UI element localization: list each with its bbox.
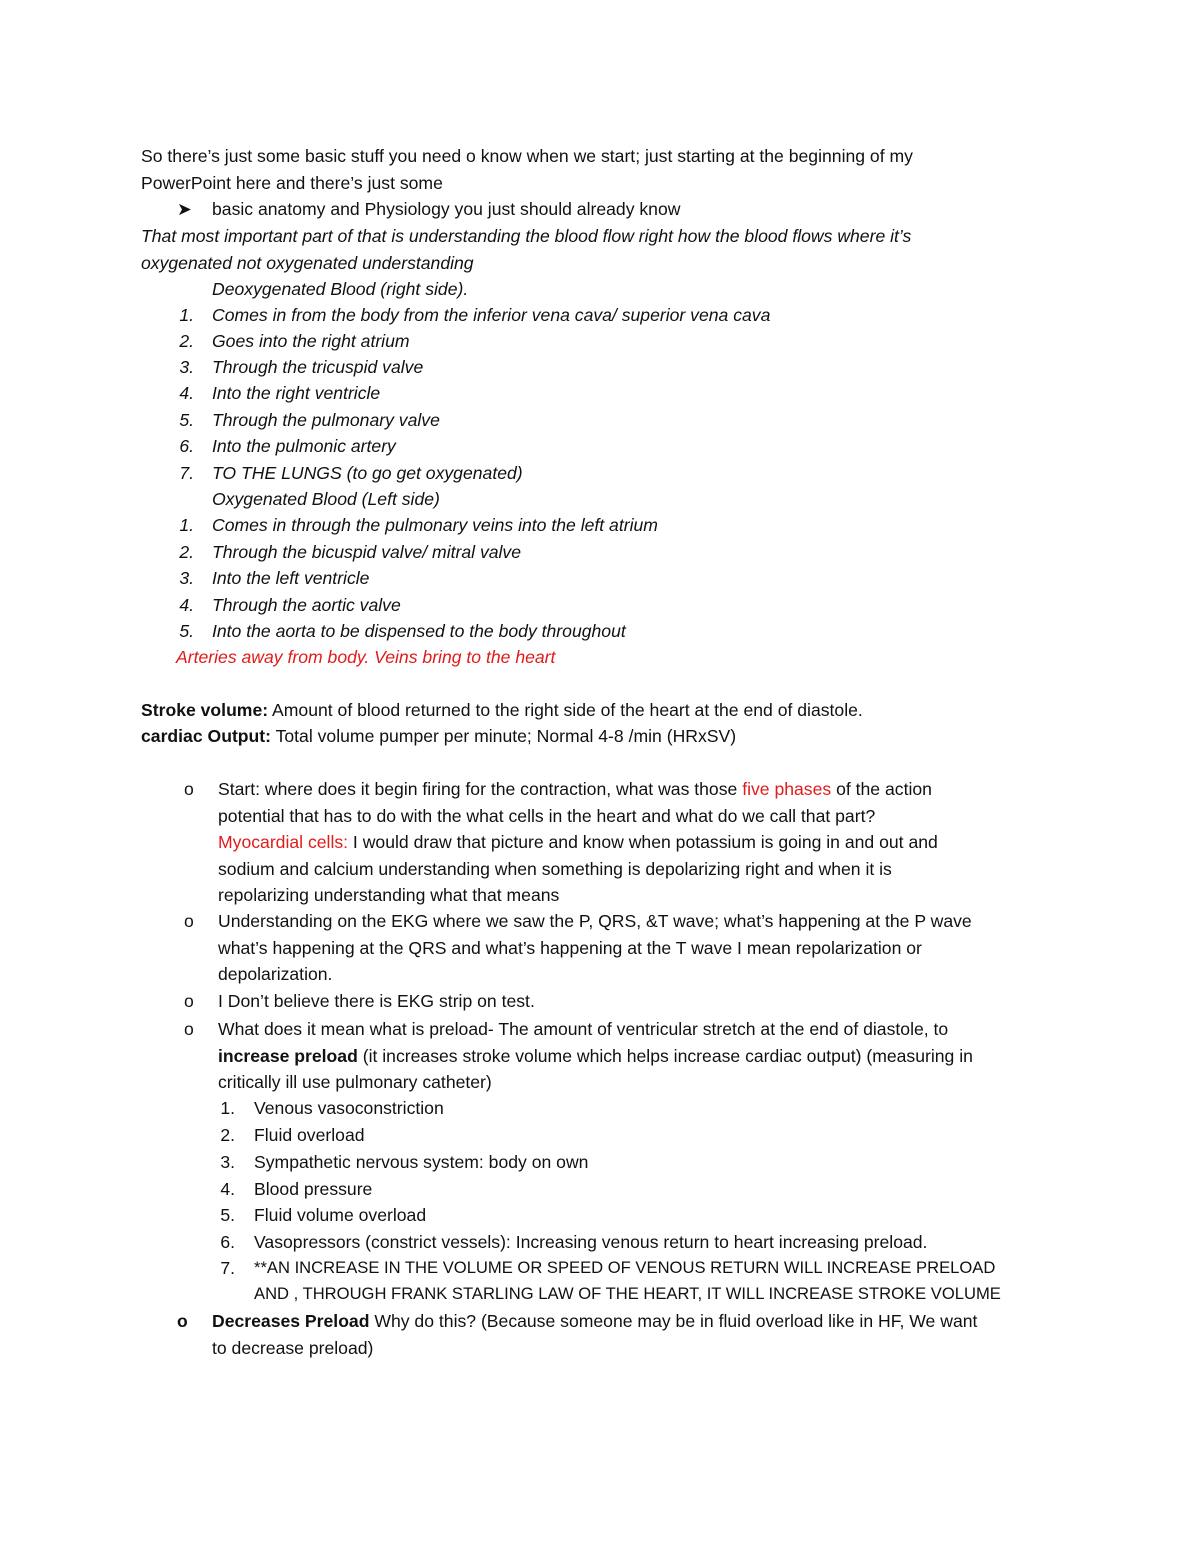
deoxy-step-text: Comes in from the body from the inferior vena cava/ superior vena cava (212, 305, 771, 325)
bullet-2-line-1: Understanding on the EKG where we saw the P, QRS, &T wave; what’s happening at the P wave (218, 911, 972, 931)
five-phases-highlight: five phases (742, 779, 832, 799)
bullet-2-line-2: what’s happening at the QRS and what’s happening at the T wave I mean repolarization or (218, 938, 922, 958)
bullet-1-line-1 (218, 776, 932, 802)
deoxy-step-number: 7. (179, 463, 194, 483)
bullet-1-line-4: sodium and calcium understanding when something is depolarizing right and when it is (218, 859, 892, 879)
deoxy-step-text: TO THE LUNGS (to go get oxygenated) (212, 463, 523, 483)
deoxy-step-text: Into the pulmonic artery (212, 436, 396, 456)
deoxy-step-number: 4. (179, 383, 194, 403)
bullet-2-line-3: depolarization. (218, 964, 333, 984)
cardiac-output-label: cardiac Output: (141, 726, 272, 746)
italic-line-1: That most important part of that is understanding the blood flow right how the blood flows where it’s (141, 226, 912, 246)
preload-step-number: 4. (220, 1179, 235, 1199)
intro-line-2: PowerPoint here and there’s just some (141, 173, 443, 193)
oxy-step-number: 5. (179, 621, 194, 641)
cardiac-output-definition (141, 723, 736, 749)
bullet-1-line-5: repolarizing understanding what that means (218, 885, 560, 905)
oxy-step-number: 1. (179, 515, 194, 535)
preload-step-number: 6. (220, 1232, 235, 1252)
bullet-4-line-3: critically ill use pulmonary catheter) (218, 1072, 492, 1092)
bullet-5-line-1 (212, 1308, 977, 1334)
oxy-step-text: Into the aorta to be dispensed to the body throughout (212, 621, 626, 641)
myocardial-cells-highlight: Myocardial cells: (218, 832, 349, 852)
bullet-3-line-1: I Don’t believe there is EKG strip on test. (218, 991, 535, 1011)
bullet-1-text: I would draw that picture and know when potassium is going in and out and (348, 832, 938, 852)
increase-preload-label: increase preload (218, 1046, 358, 1066)
bullet-1-line-3 (218, 829, 938, 855)
preload-step-text: Vasopressors (constrict vessels): Increasing venous return to heart increasing preload. (254, 1232, 928, 1252)
bullet-1-text: of the action (831, 779, 932, 799)
preload-step-number: 2. (220, 1125, 235, 1145)
preload-step-text: Venous vasoconstriction (254, 1098, 444, 1118)
deoxy-step-text: Through the pulmonary valve (212, 410, 440, 430)
circle-bullet-icon: o (184, 1019, 194, 1039)
oxygenated-heading: Oxygenated Blood (Left side) (212, 489, 440, 509)
bullet-4-text: (it increases stroke volume which helps increase cardiac output) (measuring in (357, 1046, 973, 1066)
arrow-bullet-icon: ➤ (177, 199, 192, 219)
preload-step-number: 7. (220, 1258, 235, 1278)
stroke-volume-definition (141, 697, 863, 723)
bullet-4-line-1: What does it mean what is preload- The amount of ventricular stretch at the end of diastole, to (218, 1019, 949, 1039)
stroke-volume-text: Amount of blood returned to the right side of the heart at the end of diastole. (268, 700, 863, 720)
preload-step-number: 5. (220, 1205, 235, 1225)
preload-step-7-line-2: AND , THROUGH FRANK STARLING LAW OF THE HEART, IT WILL INCREASE STROKE VOLUME (254, 1284, 1001, 1303)
oxy-step-text: Through the bicuspid valve/ mitral valve (212, 542, 522, 562)
preload-step-text: Blood pressure (254, 1179, 373, 1199)
deoxy-step-text: Into the right ventricle (212, 383, 381, 403)
circle-bullet-icon: o (177, 1311, 188, 1331)
intro-line-1: So there’s just some basic stuff you need o know when we start; just starting at the beginning of my (141, 146, 913, 166)
oxy-step-number: 3. (179, 568, 194, 588)
bullet-1-text: Start: where does it begin firing for the contraction, what was those (218, 779, 743, 799)
arrow-bullet-text: basic anatomy and Physiology you just should already know (212, 199, 681, 219)
deoxy-step-number: 2. (179, 331, 194, 351)
preload-step-number: 1. (220, 1098, 235, 1118)
oxy-step-text: Into the left ventricle (212, 568, 370, 588)
deoxy-step-number: 1. (179, 305, 194, 325)
oxy-step-text: Through the aortic valve (212, 595, 401, 615)
cardiac-output-text: Total volume pumper per minute; Normal 4-8 /min (HRxSV) (271, 726, 737, 746)
circle-bullet-icon: o (184, 911, 194, 931)
arteries-veins-note: Arteries away from body. Veins bring to the heart (176, 647, 556, 667)
preload-step-text: Sympathetic nervous system: body on own (254, 1152, 589, 1172)
circle-bullet-icon: o (184, 779, 194, 799)
oxy-step-text: Comes in through the pulmonary veins into the left atrium (212, 515, 658, 535)
bullet-5-text: Why do this? (Because someone may be in fluid overload like in HF, We want (369, 1311, 978, 1331)
deoxy-step-number: 6. (179, 436, 194, 456)
preload-step-number: 3. (220, 1152, 235, 1172)
oxy-step-number: 4. (179, 595, 194, 615)
oxy-step-number: 2. (179, 542, 194, 562)
deoxygenated-heading: Deoxygenated Blood (right side). (212, 279, 469, 299)
bullet-5-line-2: to decrease preload) (212, 1338, 374, 1358)
preload-step-text: Fluid volume overload (254, 1205, 427, 1225)
bullet-1-line-2: potential that has to do with the what cells in the heart and what do we call that part? (218, 806, 876, 826)
deoxy-step-text: Through the tricuspid valve (212, 357, 424, 377)
italic-line-2: oxygenated not oxygenated understanding (141, 253, 474, 273)
preload-step-text: **AN INCREASE IN THE VOLUME OR SPEED OF VENOUS RETURN WILL INCREASE PRELOAD (254, 1258, 996, 1277)
circle-bullet-icon: o (184, 991, 194, 1011)
stroke-volume-label: Stroke volume: (141, 700, 269, 720)
deoxy-step-number: 3. (179, 357, 194, 377)
deoxy-step-text: Goes into the right atrium (212, 331, 410, 351)
decreases-preload-label: Decreases Preload (212, 1311, 370, 1331)
deoxy-step-number: 5. (179, 410, 194, 430)
bullet-4-line-2 (218, 1043, 973, 1069)
preload-step-text: Fluid overload (254, 1125, 365, 1145)
